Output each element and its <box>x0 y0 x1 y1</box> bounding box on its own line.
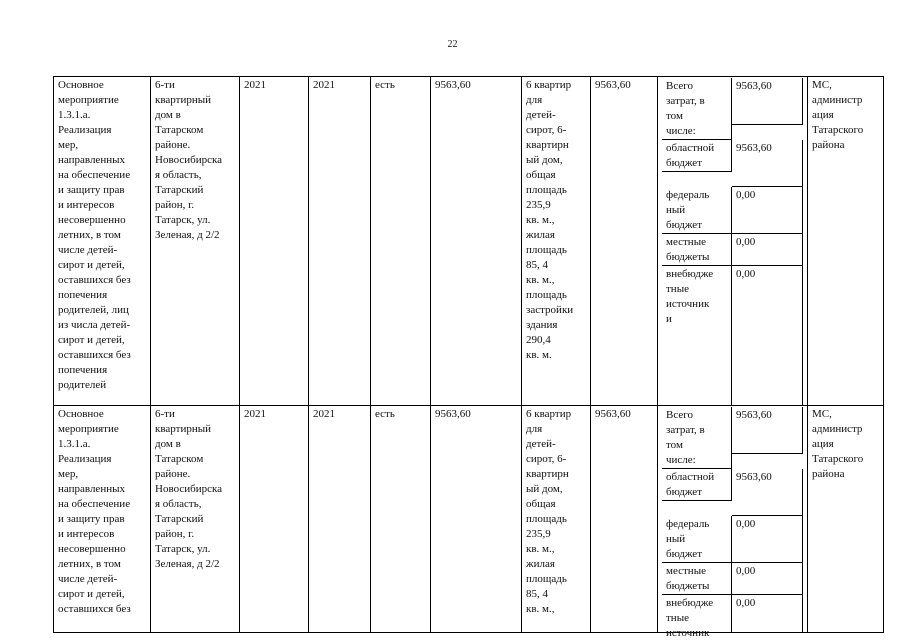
measure-cell: Основное мероприятие 1.3.1.а. Реализация мер, направленных на обеспечение и защиту прав и интересов несовершенно летних, в том числе детей- сирот и детей, оставшихся без <box>54 406 151 633</box>
year-end-cell: 2021 <box>309 406 371 633</box>
measure-cell: Основное мероприятие 1.3.1.а. Реализация мер, направленных на обеспечение и защиту прав и интересов несовершенно летних, в том числе детей- сирот и детей, оставшихся без попечения родителей, лиц из числа детей- сирот и детей, оставшихся без попечения родителей <box>54 77 151 406</box>
year-start-cell: 2021 <box>240 406 309 633</box>
description-cell: 6 квартир для детей- сирот, 6- квартирн ый дом, общая площадь 235,9 кв. м., жилая площадь 85, 4 кв. м., площадь застройки здания 290,4 кв. м. <box>522 77 591 406</box>
funding-value: 0,00 <box>732 266 803 405</box>
funding-row <box>662 187 803 234</box>
funding-cell <box>658 77 808 406</box>
funding-label: местные бюджеты <box>662 234 732 266</box>
table-row <box>54 77 884 406</box>
page-number: 22 <box>447 39 458 50</box>
year-start-cell: 2021 <box>240 77 309 406</box>
funding-label: федераль ный бюджет <box>662 187 732 234</box>
funding-value: 0,00 <box>732 187 803 234</box>
year-end-cell: 2021 <box>309 77 371 406</box>
cost-cell: 9563,60 <box>431 77 522 406</box>
funding-row <box>662 266 803 405</box>
funding-row <box>662 140 803 187</box>
description-cell: 6 квартир для детей- сирот, 6- квартирн ый дом, общая площадь 235,9 кв. м., жилая площадь 85, 4 кв. м., <box>522 406 591 633</box>
executor-cell: МС, администр ация Татарского района <box>808 406 884 633</box>
funding-value: 9563,60 <box>732 469 803 516</box>
cost-cell: 9563,60 <box>431 406 522 633</box>
funding-value: 0,00 <box>732 595 803 632</box>
program-table <box>53 76 884 639</box>
object-cell: 6-ти квартирный дом в Татарском районе. Новосибирска я область, Татарский район, г. Татарск, ул. Зеленая, д 2/2 <box>151 406 240 633</box>
funding-value: 9563,60 <box>732 78 803 125</box>
availability-cell: есть <box>371 406 431 633</box>
amount-cell: 9563,60 <box>591 77 658 406</box>
funding-label: областной бюджет <box>662 140 732 172</box>
funding-row <box>662 407 803 469</box>
object-cell: 6-ти квартирный дом в Татарском районе. Новосибирска я область, Татарский район, г. Татарск, ул. Зеленая, д 2/2 <box>151 77 240 406</box>
funding-label: федераль ный бюджет <box>662 516 732 563</box>
funding-label: внебюдже тные источник и <box>662 266 732 405</box>
availability-cell: есть <box>371 77 431 406</box>
funding-value: 0,00 <box>732 563 803 595</box>
funding-label: Всего затрат, в том числе: <box>662 407 732 469</box>
funding-value: 0,00 <box>732 516 803 563</box>
amount-cell: 9563,60 <box>591 406 658 633</box>
funding-cell <box>658 406 808 639</box>
funding-value: 9563,60 <box>732 140 803 187</box>
funding-row <box>662 78 803 140</box>
funding-label: местные бюджеты <box>662 563 732 595</box>
funding-row <box>662 234 803 266</box>
funding-row <box>662 469 803 516</box>
funding-row <box>662 595 803 639</box>
funding-label: областной бюджет <box>662 469 732 501</box>
funding-label: Всего затрат, в том числе: <box>662 78 732 140</box>
funding-row <box>662 563 803 595</box>
table-row <box>54 406 884 633</box>
funding-value: 9563,60 <box>732 407 803 454</box>
funding-value: 0,00 <box>732 234 803 266</box>
funding-row <box>662 516 803 563</box>
executor-cell: МС, администр ация Татарского района <box>808 77 884 406</box>
funding-label: внебюдже тные источник <box>662 595 732 632</box>
